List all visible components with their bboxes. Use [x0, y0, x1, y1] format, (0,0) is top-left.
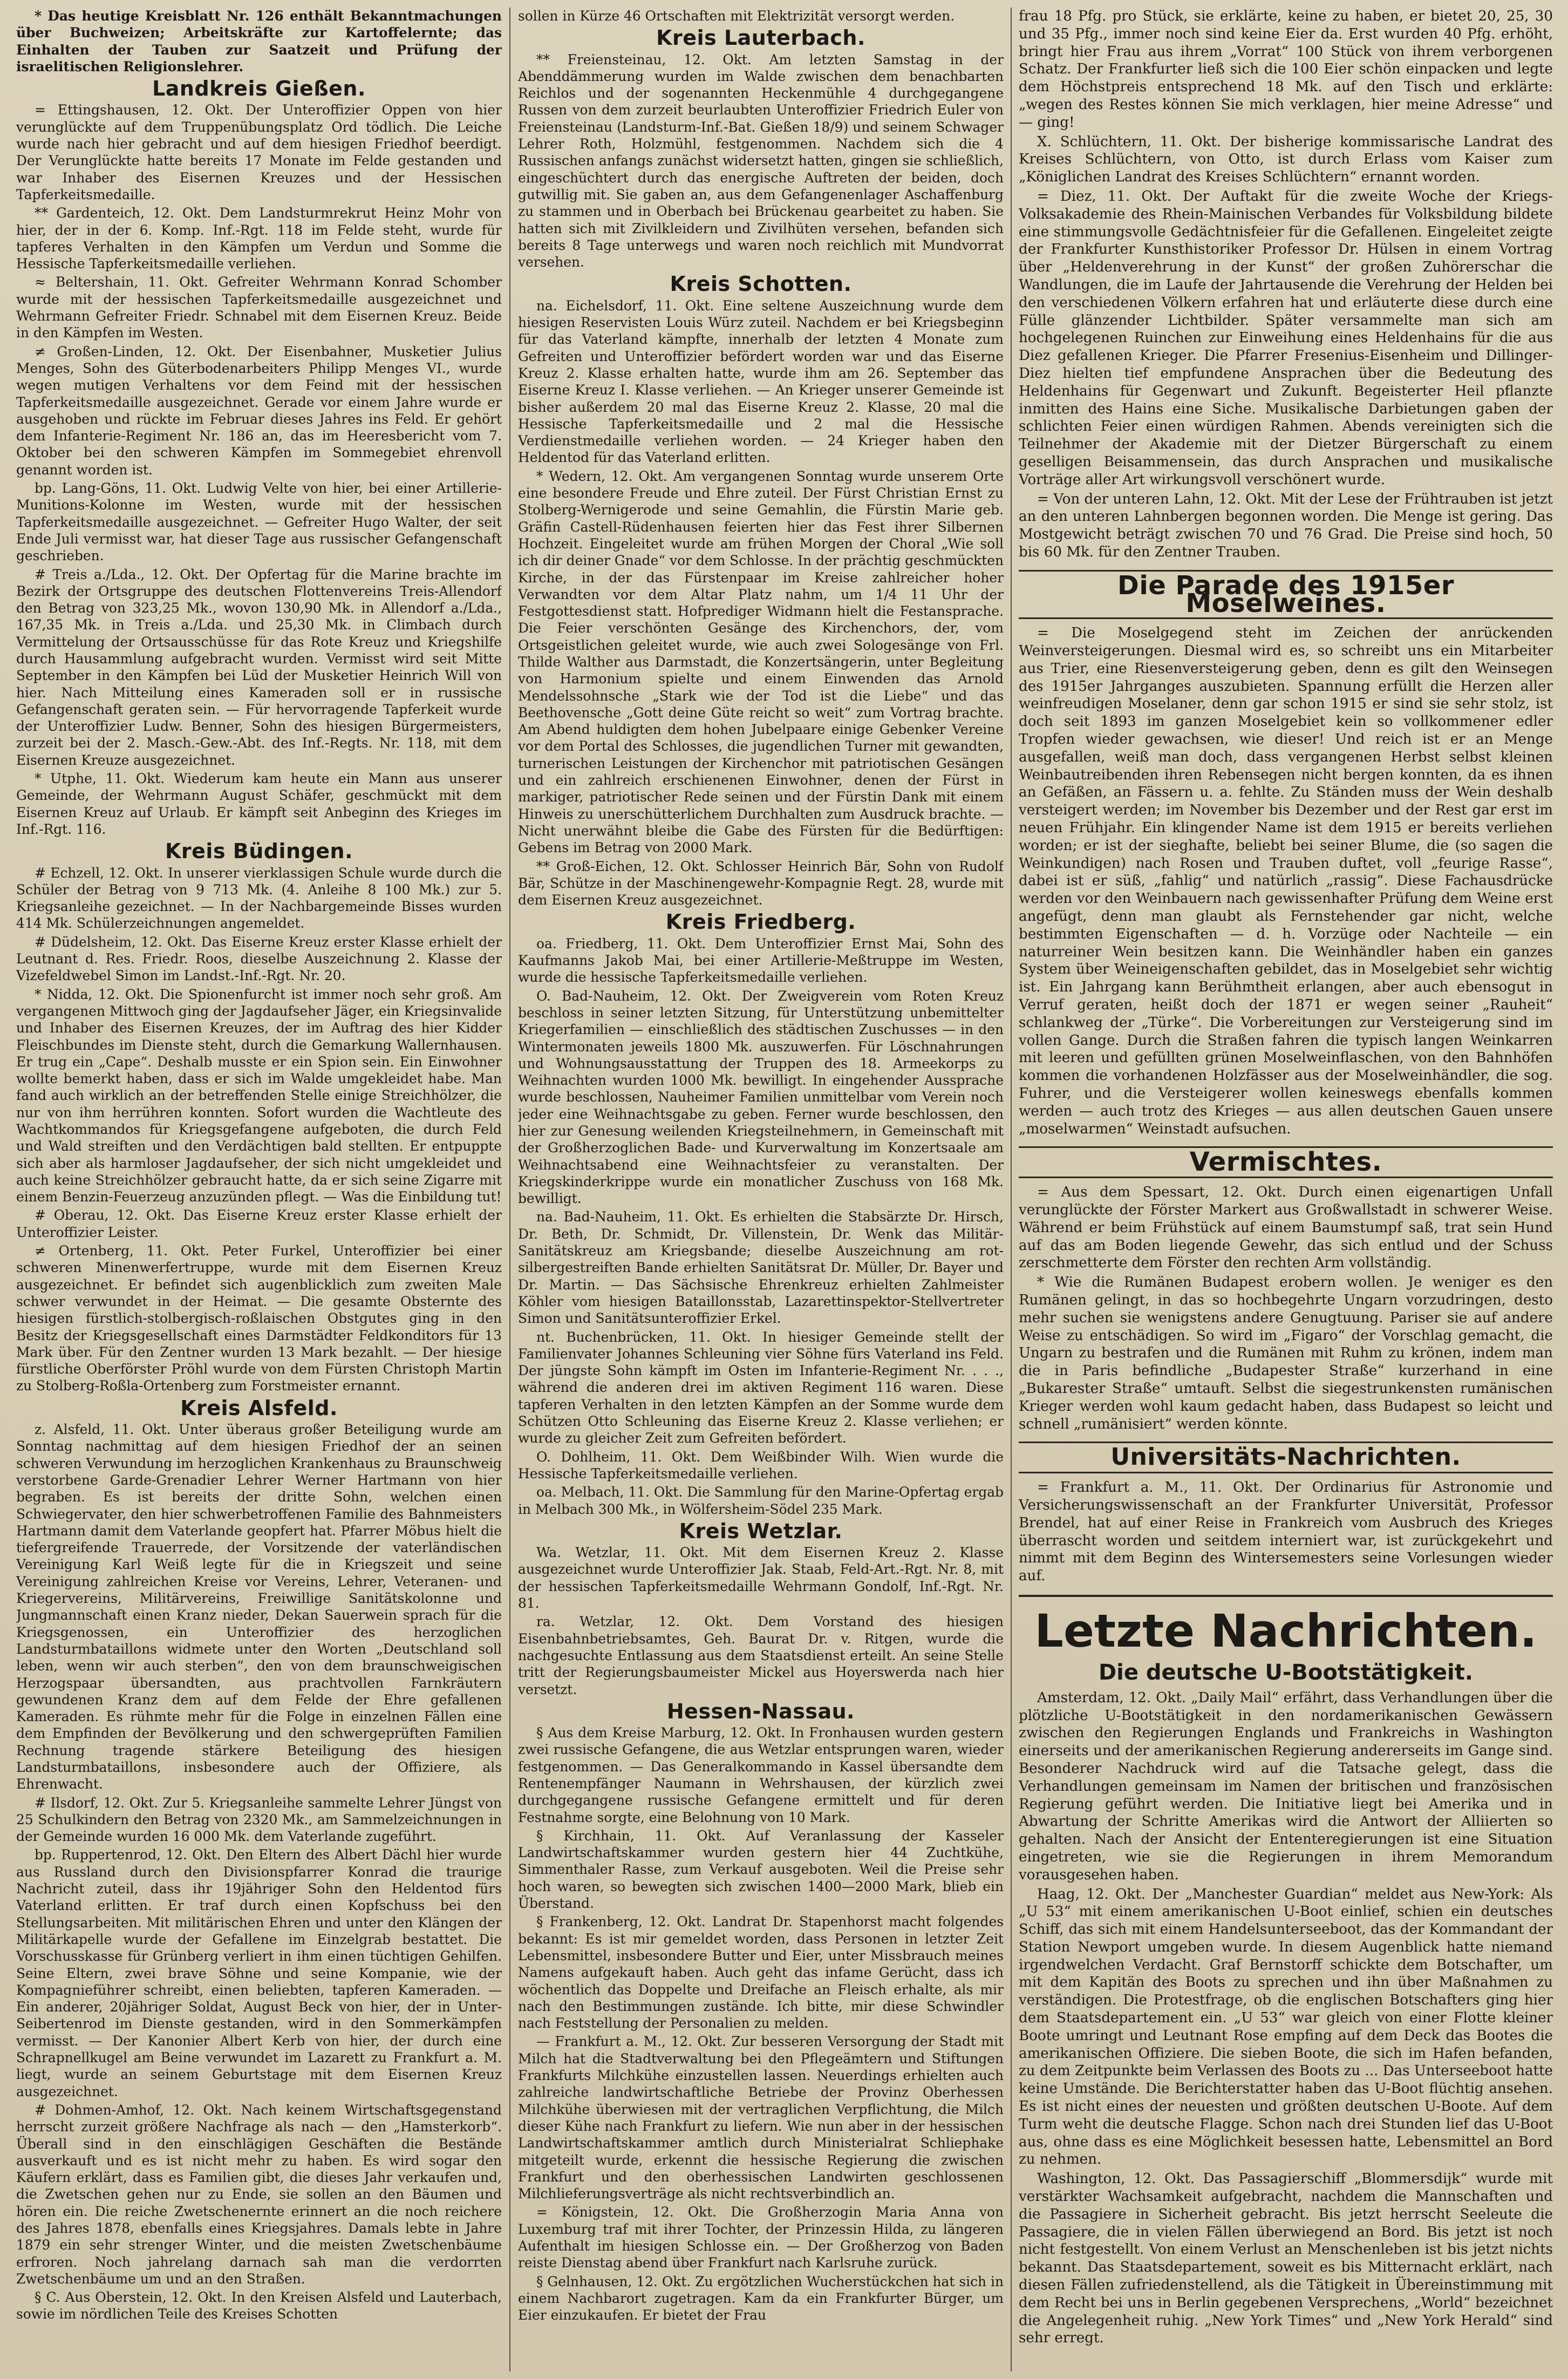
- section-heading: Kreis Friedberg.: [665, 910, 856, 934]
- article-paragraph: na. Bad-Nauheim, 11. Okt. Es erhielten die Stabsärzte Dr. Hirsch, Dr. Beth, Dr. Schmidt, Dr. Villenstein, Dr. Wenk das Militär-Sanitätskreuz am Kriegsbande; dieselbe Auszeichnung am rot-silbergestreiften Bande erhielten Sanitätsrat Dr. Müller, Dr. Bayer und Dr. Martin. — Das Sächsische Ehrenkreuz erhielten Zahlmeister Köhler vom hiesigen Bataillonsstab, Lazarettinspektor-Stellvertreter Simon und Sanitätsunteroffizier Erkel.: [518, 1209, 1004, 1327]
- article-paragraph: ra. Wetzlar, 12. Okt. Dem Vorstand des hiesigen Eisenbahnbetriebsamtes, Geh. Baurat Dr. v. Ritgen, wurde die nachgesuchte Entlassung aus dem Staatsdienst erteilt. An seine Stelle tritt der Regierungsbaumeister Mickel aus Hoyerswerda nach hier versetzt.: [518, 1614, 1004, 1697]
- column-rule: [1011, 8, 1012, 2371]
- article-paragraph: ** Freiensteinau, 12. Okt. Am letzten Samstag in der Abenddämmerung wurden im Walde zwischen dem benachbarten Reichlos und der sogenannten Heckenmühle 4 durchgegangene Russen von dem zurzeit beurlaubten Unteroffizier Friedrich Euler von Freiensteinau (Landsturm-Inf.-Bat. Gießen 18/9) und seinem Schwager Lehrer Roth, Holzmühl, festgenommen. Nachdem sich die 4 Russischen anfangs zunächst widersetzt hatten, gingen sie schließlich, eingeschüchtert durch das energische Auftreten der beiden, doch gutwillig mit. Sie gaben an, aus dem Gefangenenlager Aschaffenburg zu stammen und in Oberbach bei Brückenau gearbeitet zu haben. Sie hatten sich mit Zivilkleidern und Zivilhüten versehen, befanden sich bereits 8 Tage unterwegs und waren noch reichlich mit Mundvorrat versehen.: [518, 51, 1004, 270]
- article-paragraph: Wa. Wetzlar, 11. Okt. Mit dem Eisernen Kreuz 2. Klasse ausgezeichnet wurde Unteroffizier Jak. Staab, Feld-Art.-Rgt. Nr. 8, mit der hessischen Tapferkeitsmedaille Wehrmann Gondolf, Inf.-Rgt. Nr. 81.: [518, 1545, 1004, 1612]
- column-1: [16, 8, 502, 2371]
- section-heading: Landkreis Gießen.: [152, 77, 366, 101]
- article-paragraph: § Frankenberg, 12. Okt. Landrat Dr. Stapenhorst macht folgendes bekannt: Es ist mir gemeldet worden, dass Personen in letzter Zeit Lebensmittel, insbesondere Butter und Eier, unter Missbrauch meines Namens aufgekauft haben. Auch geht das infame Gerücht, dass ich wöchentlich das Doppelte und Dreifache an Fleisch erhalte, als mir nach den Bestimmungen zustände. Ich bitte, mir diese Schwindler nach Feststellung der Personalien zu melden.: [518, 1914, 1004, 2031]
- article-paragraph: Washington, 12. Okt. Das Passagierschiff „Blommersdijk“ wurde mit verstärkter Wachsamkeit aufgebracht, nachdem die Mannschaften und die Passagiere in Sicherheit gebracht. Bis jetzt herrscht Seeleute die Passagiere, die in vielen Fällen überwiegend an Bord. Bis jetzt ist noch nicht festgestellt. Von einem Verlust an Menschenleben ist bis jetzt nichts bekannt. Das Staatsdepartement, soweit es bis Mitternacht erklärt, nach diesen Fällen zufriedenstellend, als die Tätigkeit in Übereinstimmung mit dem Recht bei uns in Berlin gegebenen Versprechens, „World“ bezeichnet die Angelegenheit ruhig. „New York Times“ und „New York Herald“ sind sehr erregt.: [1019, 2171, 1553, 2347]
- article-paragraph: * Utphe, 11. Okt. Wiederum kam heute ein Mann aus unserer Gemeinde, der Wehrmann August Schäfer, geschmückt mit dem Eisernen Kreuz auf Urlaub. Er kämpft seit Anbeginn des Krieges im Inf.-Rgt. 116.: [16, 771, 502, 837]
- article-paragraph: * Nidda, 12. Okt. Die Spionenfurcht ist immer noch sehr groß. Am vergangenen Mittwoch ging der Jagdaufseher Jäger, ein Kriegsinvalide und Inhaber des Eisernen Kreuzes, der im Auftrag des hier Kidder Fleischbundes im Dienste steht, durch die Gemarkung Wallernhausen. Er trug ein „Cape“. Deshalb musste er ein Spion sein. Ein Einwohner wollte bemerkt haben, dass er sich im Walde umgekleidet habe. Man fand auch wirklich an der betreffenden Stelle einige Streichhölzer, die nur von ihm herrühren konnten. Sofort wurden die Wachtleute des Wachtkommandos für Kriegsgefangene aufgeboten, die durch Feld und Wald streiften und den Verdächtigen bald stellten. Er entpuppte sich aber als harmloser Jagdaufseher, der sich nicht umgekleidet und auch keine Streichhölzer gebraucht hatte, da er sich seine Zigarre mit einem Benzin-Feuerzeug anzuzünden pflegt. — Was die Einbildung tut!: [16, 986, 502, 1205]
- article-paragraph: * Wedern, 12. Okt. Am vergangenen Sonntag wurde unserem Orte eine besondere Freude und Ehre zuteil. Der Fürst Christian Ernst zu Stolberg-Wernigerode und seine Gemahlin, die Fürstin Marie geb. Gräfin Castell-Rüdenhausen feierten hier das Fest ihrer Silbernen Hochzeit. Eingeleitet wurde am frühen Morgen der Choral „Wie soll ich dir deiner Gnade“ vor dem Schlosse. In der prächtig geschmückten Kirche, in der das Fürstenpaar im Kreise zahlreicher hoher Verwandten vor dem Altar Platz nahm, um 1/4 11 Uhr der Festgottesdienst statt. Hofprediger Widmann hielt die Festansprache. Die Feier verschönten Gesänge des Kirchenchors, der, vom Ortsgeistlichen geleitet wurde, wie auch zwei Sologesänge von Frl. Thilde Walther aus Darmstadt, die Konzertsängerin, unter Begleitung von Harmonium spielte und einem Einwenden das Arnold Mendelssohnsche „Stark wie der Tod ist die Liebe“ und das Beethovensche „Gott deine Güte reicht so weit“ zum Vortrag brachte. Am Abend huldigten dem hohen Jubelpaare einige Gebenker Vereine vor dem Portal des Schlosses, die jugendlichen Turner mit gewandten, turnerischen Leistungen der Kirchenchor mit patriotischen Gesängen und ein zahlreich erschienenen Einwohner, denen der Fürst in markiger, patriotischer Rede seinen und der Fürstin Dank mit einem Hinweis zu unerschütterlichem Durchhalten zum Ausdruck brachte. — Nicht unerwähnt bleibe die Gabe des Fürsten für die Bedürftigen: Gebens im Betrag von 2000 Mark.: [518, 468, 1004, 856]
- article-paragraph: = Von der unteren Lahn, 12. Okt. Mit der Lese der Frühtrauben ist jetzt an den unteren Lahnbergen begonnen worden. Die Menge ist gering. Das Mostgewicht beträgt zwischen 70 und 76 Grad. Die Preise sind hoch, 50 bis 60 Mk. für den Zentner Trauben.: [1019, 491, 1553, 560]
- article-paragraph: ≠ Ortenberg, 11. Okt. Peter Furkel, Unteroffizier bei einer schweren Minenwerfertruppe, wurde mit dem Eisernen Kreuz ausgezeichnet. Er befindet sich augenblicklich zum zweiten Male schwer verwundet in der Heimat. — Die gesamte Obsternte des hiesigen fürstlich-stolbergisch-roßlaischen Obstgutes ging in den Besitz der Kriegsgesellschaft eines Darmstädter Feldkonditors für 13 Mark über. Für den Zentner wurden 13 Mark bezahlt. — Der hiesige fürstliche Oberförster Pröhl wurde von dem Fürsten Christoph Martin zu Stolberg-Roßla-Ortenberg zum Forstmeister ernannt.: [16, 1243, 502, 1394]
- article-paragraph: * Das heutige Kreisblatt Nr. 126 enthält Bekanntmachungen über Buchweizen; Arbeitskräfte zur Kartoffelernte; das Einhalten der Tauben zur Saatzeit und Prüfung der israelitischen Religionslehrer.: [16, 8, 502, 74]
- sub-headline: Die deutsche U-Bootstätigkeit.: [1098, 1660, 1474, 1685]
- article-paragraph: oa. Friedberg, 11. Okt. Dem Unteroffizier Ernst Mai, Sohn des Kaufmanns Jakob Mai, bei einer Artillerie-Meßtruppe im Westen, wurde die hessische Tapferkeitsmedaille verliehen.: [518, 935, 1004, 985]
- column-3: [1019, 8, 1553, 2371]
- boxed-headline: Die Parade des 1915er Moselweines.: [1019, 570, 1553, 620]
- section-heading: Kreis Schotten.: [670, 272, 852, 296]
- boxed-headline: Universitäts-Nachrichten.: [1019, 1442, 1553, 1473]
- section-heading: Kreis Büdingen.: [165, 839, 353, 864]
- article-paragraph: # Ilsdorf, 12. Okt. Zur 5. Kriegsanleihe sammelte Lehrer Jüngst von 25 Schulkindern den Betrag von 2320 Mk., am Sammelzeichnungen in der Gemeinde wurden 16 000 Mk. dem Vaterlande zugeführt.: [16, 1795, 502, 1845]
- column-rule: [509, 8, 510, 2371]
- boxed-headline: Vermischtes.: [1019, 1146, 1553, 1178]
- article-paragraph: # Düdelsheim, 12. Okt. Das Eiserne Kreuz erster Klasse erhielt der Leutnant d. Res. Friedr. Roos, dieselbe Auszeichnung 2. Klasse der Vizefeldwebel Simon im Landst.-Inf.-Rgt. Nr. 20.: [16, 934, 502, 984]
- article-paragraph: = Diez, 11. Okt. Der Auftakt für die zweite Woche der Kriegs-Volksakademie des Rhein-Mainischen Verbandes für Volksbildung bildete eine stimmungsvolle Gedächtnisfeier für die Gefallenen. Eingeleitet zeigte der Frankfurter Kunsthistoriker Professor Dr. Hülsen in einem Vortrag über „Heldenverehrung in der Kunst“ der großen Zuhörerschar die Wandlungen, die im Laufe der Jahrtausende die Verehrung der Helden bei den verschiedenen Völkern erfahren hat und erläuterte diese durch eine Fülle glänzender Lichtbilder. Später versammelte man sich am hochgelegenen Ruinchen zur Einweihung eines Heldenhains für die aus Diez gefallenen Krieger. Die Pfarrer Fresenius-Eisenheim und Dillinger-Diez hielten tief empfundene Ansprachen über die Bedeutung des Heldenhains für Gegenwart und Zukunft. Begeisterter Heil pflanzte inmitten des Hains eine Siche. Musikalische Darbietungen gaben der schlichten Feier einen würdigen Rahmen. Abends vereinigten sich die Teilnehmer der Akademie mit der Dietzer Bürgerschaft zu einem geselligen Beisammensein, das durch Ansprachen und musikalische Vorträge aller Art wirkungsvoll verschönert wurde.: [1019, 188, 1553, 488]
- article-paragraph: ≈ Beltershain, 11. Okt. Gefreiter Wehrmann Konrad Schomber wurde mit der hessischen Tapferkeitsmedaille ausgezeichnet und Wehrmann Gefreiter Friedr. Schnabel mit dem Eisernen Kreuz. Beide in den Kämpfen im Westen.: [16, 274, 502, 341]
- article-paragraph: # Oberau, 12. Okt. Das Eiserne Kreuz erster Klasse erhielt der Unteroffizier Leister.: [16, 1207, 502, 1240]
- article-paragraph: oa. Melbach, 11. Okt. Die Sammlung für den Marine-Opfertag ergab in Melbach 300 Mk., in Wölfersheim-Södel 235 Mark.: [518, 1484, 1004, 1517]
- article-paragraph: z. Alsfeld, 11. Okt. Unter überaus großer Beteiligung wurde am Sonntag nachmittag auf dem hiesigen Friedhof der an seinen schweren Verwundung im herzoglichen Krankenhaus zu Braunschweig verstorbene Garde-Grenadier Lehrer Werner Hartmann von hier begraben. Es ist bereits der dritte Sohn, welchen einen Schwiegervater, den hier schwerbetroffenen Familie des Bahnmeisters Hartmann damit dem Vaterlande geopfert hat. Pfarrer Möbus hielt die tiefergreifende Trauerrede, der Vorsitzende der vaterländischen Vereinigung Karl Weiß legte für die in Kriegszeit und seine Vereinigung zahlreichen Kreise vor Vereins, Lehrer, Veteranen- und Kriegervereins, Militärvereins, Freiwillige Sanitätskolonne und Jungmannschaft einen Kranz nieder, Dekan Sauerwein sprach für die Kriegsgenossen, ein Unteroffizier des herzoglichen Landsturmbataillons widmete unter den Worten „Deutschland soll leben, wenn wir auch sterben“, den von dem braunschweigischen Herzogspaar übersandten, aus prachtvollen Farnkräutern gewundenen Kranz dem auf dem Felde der Ehre gefallenen Kameraden. Es rühmte mehr für die Folge in einzelnen Fällen eine dem Empfinden der Bevölkerung und den schwergeprüften Familien Rechnung tragende stärkere Beteiligung des hiesigen Landsturmbataillons, insbesondere auch der Offiziere, als Ehrenwacht.: [16, 1422, 502, 1792]
- article-paragraph: O. Dohlheim, 11. Okt. Dem Weißbinder Wilh. Wien wurde die Hessische Tapferkeitsmedaille verliehen.: [518, 1449, 1004, 1481]
- article-paragraph: frau 18 Pfg. pro Stück, sie erklärte, keine zu haben, er bietet 20, 25, 30 und 35 Pfg., immer noch sind keine Eier da. Erst wurden 40 Pfg. erhöht, bringt hier Frau aus ihrem „Vorrat“ 100 Stück von ihrem verborgenen Schatz. Der Frankfurter ließ sich die 100 Eier schön einpacken und legte dem Höchstpreis entsprechend 18 Mk. auf den Tisch und erklärte: „wegen des Restes können Sie mich verklagen, hier meine Adresse“ und — ging!: [1019, 8, 1553, 131]
- article-paragraph: na. Eichelsdorf, 11. Okt. Eine seltene Auszeichnung wurde dem hiesigen Reservisten Louis Würz zuteil. Nachdem er bei Kriegsbeginn für das Vaterland kämpfte, innerhalb der letzten 4 Monate zum Gefreiten und Unteroffizier befördert worden war und das Eiserne Kreuz 2. Klasse erhalten hatte, wurde ihm am 26. September das Eiserne Kreuz I. Klasse verliehen. — An Krieger unserer Gemeinde ist bisher außerdem 20 mal das Eiserne Kreuz 2. Klasse, 20 mal die Hessische Tapferkeitsmedaille und 2 mal die Hessische Verdienstmedaille verliehen worden. — 24 Krieger haben den Heldentod für das Vaterland erlitten.: [518, 297, 1004, 466]
- article-paragraph: Haag, 12. Okt. Der „Manchester Guardian“ meldet aus New-York: Als „U 53“ mit einem amerikanischen U-Boot einlief, schien ein deutsches Schiff, das sich mit einem Handelsunterseeboot, das der Kommandant der Station Newport umgeben wurde. In diesem Augenblick hatte niemand irgendwelchen Verdacht. Graf Bernstorff schickte dem Botschafter, um mit dem Kapitän des Boots zu sprechen und ihn über Maßnahmen zu verständigen. Die Protestfrage, ob die englischen Botschafters ging hier dem Staatsdepartement ein. „U 53“ war gleich von einer Flotte kleiner Boote umringt und Leutnant Rose empfing auf dem Deck das Bootes die amerikanischen Offiziere. Die sieben Boote, die sich im Hafen befanden, zu dem Zeitpunkte beim Verlassen des Boots zu ... Das Unterseeboot hatte keine Umstände. Die Berichterstatter haben das U-Boot flüchtig ansehen. Es ist nicht eines der neuesten und größten deutschen U-Boote. Auf dem Turm weht die deutsche Flagge. Schon nach drei Stunden lief das U-Boot aus, ohne dass es eine Möglichkeit besessen hatte, Lebensmittel an Bord zu nehmen.: [1019, 1886, 1553, 2168]
- article-paragraph: § Gelnhausen, 12. Okt. Zu ergötzlichen Wucherstückchen hat sich in einem Nachbarort zugetragen. Kam da ein Frankfurter Bürger, um Eier einzukaufen. Er bietet der Frau: [518, 2273, 1004, 2323]
- article-paragraph: * Wie die Rumänen Budapest erobern wollen. Je weniger es den Rumänen gelingt, in das so hochbegehrte Ungarn vorzudringen, desto mehr suchen sie wenigstens andere Genugtuung. Pariser sie auf andere Weise zu entschädigen. So wird im „Figaro“ der Vorschlag gemacht, die Ungarn zu bestrafen und die Rumänen mit Ruhm zu krönen, indem man die in Paris befindliche „Budapester Straße“ kurzerhand in eine „Bukarester Straße“ umtauft. Selbst die siegestrunkensten rumänischen Krieger werden wohl kaum gedacht haben, dass Budapest so leicht und schnell „rumänisiert“ werden könnte.: [1019, 1274, 1553, 1432]
- article-paragraph: sollen in Kürze 46 Ortschaften mit Elektrizität versorgt werden.: [518, 8, 955, 24]
- article-paragraph: # Dohmen-Amhof, 12. Okt. Nach keinem Wirtschaftsgegenstand herrscht zurzeit größere Nachfrage als nach — den „Hamsterkorb“. Überall sind in den einschlägigen Geschäften die Bestände ausverkauft und es ist nicht mehr zu haben. Es wird sogar den Käufern erklärt, dass es Familien gibt, die dieses Jahr verkaufen und, die Zwetschen gehen nur zu Ende, sie sollen an den Bäumen und hören ein. Die reiche Zwetschenernte erinnert an die noch reichere des Jahres 1878, ebenfalls eines Kriegsjahres. Damals lebte in Jahre 1879 ein sehr strenger Winter, und die meisten Zwetschenbäume erfroren. Noch jahrelang darnach sah man die verdorrten Zwetschenbäume um und an den Straßen.: [16, 2102, 502, 2287]
- article-paragraph: bp. Lang-Göns, 11. Okt. Ludwig Velte von hier, bei einer Artillerie-Munitions-Kolonne im Westen, wurde mit der hessischen Tapferkeitsmedaille ausgezeichnet. — Gefreiter Hugo Walter, der seit Ende Juli vermisst war, hat dieser Tage aus russischer Gefangenschaft geschrieben.: [16, 480, 502, 564]
- section-heading: Kreis Wetzlar.: [679, 1519, 843, 1543]
- article-paragraph: Amsterdam, 12. Okt. „Daily Mail“ erfährt, dass Verhandlungen über die plötzliche U-Bootstätigkeit in den nordamerikanischen Gewässern zwischen den Regierungen Englands und Frankreichs in Washington einerseits und der amerikanischen Regierung andererseits im Gange sind. Besonderer Nachdruck wird auf die Tatsache gelegt, dass die Verhandlungen gemeinsam im Namen der britischen und französischen Regierung geführt werden. Die Initiative liegt bei Amerika und in Abwartung der Schritte Amerikas wird die Antwort der Alliierten so gehalten. Nach der Ansicht der Ententeregierungen ist eine Situation eingetreten, wie sie die Regierungen in ihrem Memorandum vorausgesehen haben.: [1019, 1689, 1553, 1883]
- article-paragraph: = Frankfurt a. M., 11. Okt. Der Ordinarius für Astronomie und Versicherungswissenschaft an der Frankfurter Universität, Professor Brendel, hat auf einer Reise in Frankreich vom Ausbruch des Krieges überrascht worden und seitdem interniert war, ist zurückgekehrt und nimmt mit dem Beginn des Wintersemesters seine Vorlesungen wieder auf.: [1019, 1479, 1553, 1585]
- article-paragraph: ** Gardenteich, 12. Okt. Dem Landsturmrekrut Heinz Mohr von hier, der in der 6. Komp. Inf.-Rgt. 118 im Felde steht, wurde für tapferes Verhalten in den Kämpfen um Verdun und Somme die Hessische Tapferkeitsmedaille verliehen.: [16, 205, 502, 272]
- column-2: [518, 8, 1004, 2371]
- article-paragraph: ** Groß-Eichen, 12. Okt. Schlosser Heinrich Bär, Sohn von Rudolf Bär, Schütze in der Maschinengewehr-Kompagnie Regt. 28, wurde mit dem Eisernen Kreuz ausgezeichnet.: [518, 858, 1004, 908]
- article-paragraph: § Aus dem Kreise Marburg, 12. Okt. In Fronhausen wurden gestern zwei russische Gefangene, die aus Wetzlar entsprungen waren, wieder festgenommen. — Das Generalkommando in Kassel übersandte dem Rentenempfänger Naumann in Wehrshausen, der kürzlich zwei durchgegangene russische Gefangene ermittelt und für deren Festnahme sorgte, eine Belohnung von 10 Mark.: [518, 1725, 1004, 1825]
- article-paragraph: # Treis a./Lda., 12. Okt. Der Opfertag für die Marine brachte im Bezirk der Ortsgruppe des deutschen Flottenvereins Treis-Allendorf den Betrag von 323,25 Mk., wovon 130,90 Mk. in Allendorf a./Lda., 167,35 Mk. in Treis a./Lda. und 25,30 Mk. in Climbach durch Vermittelung der Ortsausschüsse für das Rote Kreuz und Kriegshilfe durch Hausammlung aufgebracht wurden. Vermisst wird seit Mitte September in den Kämpfen bei Lüd der Musketier Heinrich Will von hier. Nach Mitteilung eines Kameraden soll er in russische Gefangenschaft geraten sein. — Für hervorragende Tapferkeit wurde der Unteroffizier Ludw. Benner, Sohn des hiesigen Bürgermeisters, zurzeit bei der 2. Masch.-Gew.-Abt. des Inf.-Regts. Nr. 118, mit dem Eisernen Kreuze ausgezeichnet.: [16, 566, 502, 768]
- article-paragraph: nt. Buchenbrücken, 11. Okt. In hiesiger Gemeinde stellt der Familienvater Johannes Schleuning vier Söhne fürs Vaterland ins Feld. Der jüngste Sohn kämpft im Osten im Infanterie-Regiment Nr. . . ., während die anderen drei im aktiven Regiment 116 waren. Diese tapferen Verhalten in den letzten Kämpfen an der Somme wurde dem Schützen Otto Schleuning das Eiserne Kreuz 2. Klasse verliehen; er wurde zu gleicher Zeit zum Gefreiten befördert.: [518, 1329, 1004, 1446]
- section-heading: Kreis Lauterbach.: [656, 26, 865, 50]
- article-paragraph: X. Schlüchtern, 11. Okt. Der bisherige kommissarische Landrat des Kreises Schlüchtern, von Otto, ist durch Erlass vom Kaiser zum „Königlichen Landrat des Kreises Schlüchtern“ ernannt worden.: [1019, 133, 1553, 186]
- article-paragraph: § Kirchhain, 11. Okt. Auf Veranlassung der Kasseler Landwirtschaftskammer wurden gestern hier 44 Zuchtkühe, Simmenthaler Rasse, zum Verkauf ausgeboten. Weil die Preise sehr hoch waren, so bewegten sich zwischen 1400—2000 Mark, blieb ein Überstand.: [518, 1827, 1004, 1912]
- article-paragraph: O. Bad-Nauheim, 12. Okt. Der Zweigverein vom Roten Kreuz beschloss in seiner letzten Sitzung, für Unterstützung unbemittelter Kriegerfamilien — einschließlich des städtischen Zuschusses — in den Wintermonaten jeweils 1800 Mk. auszuwerfen. Für Löschnahrungen und Wohnungsausstattung der Truppen des 18. Armeekorps zu Weihnachten wurden 1000 Mk. bewilligt. In eingehender Aussprache wurde beschlossen, Nauheimer Familien unmittelbar vom Verein noch jeder eine Weihnachtsgabe zu geben. Ferner wurde beschlossen, den hier zur Genesung weilenden Kriegsteilnehmern, in Gemeinschaft mit der Großherzoglichen Bade- und Kurverwaltung im Konzertsaale am Weihnachtsabend eine Weihnachtsfeier zu veranstalten. Der Kriegskinderkrippe wurde ein monatlicher Zuschuss von 168 Mk. bewilligt.: [518, 988, 1004, 1207]
- article-paragraph: = Ettingshausen, 12. Okt. Der Unteroffizier Oppen von hier verunglückte auf dem Truppenübungsplatz Ord tödlich. Die Leiche wurde nach hier gebracht und auf dem hiesigen Friedhof beerdigt. Der Verunglückte hatte bereits 17 Monate im Felde gestanden und war Inhaber des Eisernen Kreuzes und der Hessischen Tapferkeitsmedaille.: [16, 102, 502, 202]
- article-paragraph: = Die Moselgegend steht im Zeichen der anrückenden Weinversteigerungen. Diesmal wird es, so schreibt uns ein Mitarbeiter aus Trier, eine Riesenversteigerung geben, denn es gilt den Weinsegen des 1915er Jahrganges auszubieten. Spannung erfüllt die Herzen aller weinfreudigen Moselaner, denn gar schon 1915 er sind sie sehr stolz, ist doch seit 1893 im ganzen Moselgebiet kein so vollkommener edler Tropfen wieder gewachsen, wie dieser! Und reich ist er an Menge ausgefallen, weiß man doch, dass vergangenen Herbst selbst kleinen Weinbautreibenden ihren Rebensegen nicht bergen konnten, da es ihnen an Gefäßen, an Fässern u. a. fehlte. Zu Ständen muss der Wein deshalb versteigert werden; im November bis Dezember und der Rest gar erst im neuen Frühjahr. Ein klingender Name ist dem 1915 er bereits verliehen worden; er ist der sieghafte, beliebt bei seiner Blume, die (so sagen die Weinkundigen) nach Rosen und Trauben duftet, voll „feurige Rasse“, dabei ist er süß, „fahlig“ und natürlich „rassig“. Diese Fachausdrücke werden vor den Weinbauern nach gewissenhafter Prüfung dem Weine erst angefügt, denn man glaubt als Fernstehender gar nicht, welche bestimmten Eigenschaften — d. h. Vorzüge oder Nachteile — ein naturreiner Wein besitzen kann. Die Weinhändler haben ein ganzes System über Weineigenschaften gebildet, das in Moselgebiet sehr wichtig ist. Ein Jahrgang kann Berühmtheit erlangen, aber auch ebensogut in Verruf geraten, heißt doch der 1871 er wegen seiner „Rauheit“ schlankweg der „Türke“. Die Vorbereitungen zur Versteigerung sind im vollen Gange. Durch die Straßen fahren die typisch langen Weinkarren mit leeren und gefüllten grünen Moselweinflaschen, von den Bahnhöfen kommen die vorhandenen Holzfässer aus der Moselweinhändler, die sog. Fuhrer, und die Versteigerer wollen keineswegs ebenfalls kommen werden — auch trotz des Krieges — aus allen deutschen Gauen unsere „moselwarmen“ Weinstadt aufsuchen.: [1019, 625, 1553, 1137]
- article-paragraph: § C. Aus Oberstein, 12. Okt. In den Kreisen Alsfeld und Lauterbach, sowie im nördlichen Teile des Kreises Schotten: [16, 2289, 502, 2322]
- article-paragraph: bp. Ruppertenrod, 12. Okt. Den Eltern des Albert Dächl hier wurde aus Russland durch den Divisionspfarrer Konrad die traurige Nachricht zuteil, dass ihr 19jähriger Sohn den Heldentod fürs Vaterland erlitten. Er traf durch einen Kopfschuss bei den Stellungsarbeiten. Mit militärischen Ehren und unter den Klängen der Militärkapelle wurde der Gefallene im Einzelgrab bestattet. Die Vorschusskasse für Grünberg verliert in ihm einen tüchtigen Gehilfen. Seine Eltern, zwei brave Söhne und seine Kompanie, wie der Kompagnieführer schreibt, einen beliebten, tapferen Kameraden. — Ein anderer, 20jähriger Soldat, August Beck von hier, der in Unter-Seibertenrod im Dienste gestanden, wird in den Sommerkämpfen vermisst. — Der Kanonier Albert Kerb von hier, der durch eine Schrapnellkugel am Beine verwundet im Lazarett zu Frankfurt a. M. liegt, wurde an seinem Geburtstage mit dem Eisernen Kreuz ausgezeichnet.: [16, 1847, 502, 2099]
- section-heading: Hessen-Nassau.: [666, 1699, 855, 1723]
- article-paragraph: = Königstein, 12. Okt. Die Großherzogin Maria Anna von Luxemburg traf mit ihrer Tochter, der Prinzessin Hilda, zu längeren Aufenthalt im hiesigen Schlosse ein. — Der Großherzog von Baden reiste Dienstag abend über Frankfurt nach Karlsruhe zurück.: [518, 2204, 1004, 2271]
- article-paragraph: = Aus dem Spessart, 12. Okt. Durch einen eigenartigen Unfall verunglückte der Förster Markert aus Großwallstadt in schwerer Weise. Während er beim Frühstück auf einem Baumstumpf saß, trat sein Hund auf das am Boden liegende Gewehr, das sich entlud und der Schuss zerschmetterte dem Förster den rechten Arm vollständig.: [1019, 1184, 1553, 1272]
- section-heading: Kreis Alsfeld.: [180, 1396, 338, 1420]
- article-paragraph: — Frankfurt a. M., 12. Okt. Zur besseren Versorgung der Stadt mit Milch hat die Stadtverwaltung bei den Pflegeämtern und Stiftungen Frankfurts Milchkühe einzustellen lassen. Neuerdings erhielten auch zahlreiche landwirtschaftliche Betriebe der Provinz Oberhessen Milchkühe überwiesen mit der vertraglichen Verpflichtung, die Milch dieser Kühe nach Frankfurt zu liefern. Wie nun aber in der hessischen Landwirtschaftskammer amtlich durch Ministerialrat Schliephake mitgeteilt wurde, erkennt die hessische Regierung die zwischen Frankfurt und den oberhessischen Landwirten geschlossenen Milchlieferungsverträge als nicht rechtsverbindlich an.: [518, 2034, 1004, 2202]
- article-paragraph: ≠ Großen-Linden, 12. Okt. Der Eisenbahner, Musketier Julius Menges, Sohn des Güterbodenarbeiters Philipp Menges VI., wurde wegen mutigen Verhaltens vor dem Feind mit der hessischen Tapferkeitsmedaille ausgezeichnet. Gerade vor einem Jahre wurde er ausgehoben und rückte im Februar dieses Jahres ins Feld. Er gehört dem Infanterie-Regiment Nr. 186 an, das im Heeresbericht vom 7. Oktober bei den schweren Kämpfen im Sommegebiet ehrenvoll genannt worden ist.: [16, 343, 502, 478]
- main-headline: Letzte Nachrichten.: [1019, 1595, 1553, 1661]
- article-paragraph: # Echzell, 12. Okt. In unserer vierklassigen Schule wurde durch die Schüler der Betrag von 9 713 Mk. (4. Anleihe 8 100 Mk.) zur 5. Kriegsanleihe gezeichnet. — In der Nachbargemeinde Bisses wurden 414 Mk. Schülerzeichnungen angemeldet.: [16, 865, 502, 932]
